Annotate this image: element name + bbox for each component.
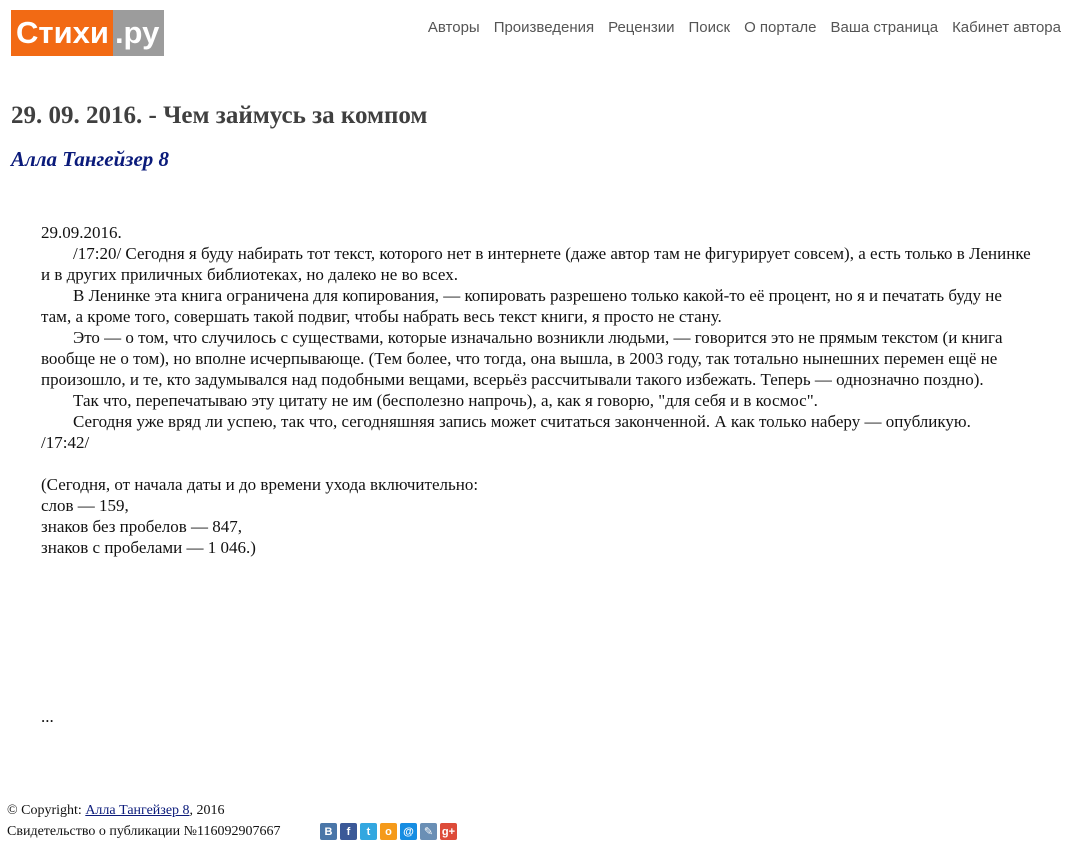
footer bbox=[7, 800, 281, 842]
text-date: 29.09.2016. bbox=[41, 223, 122, 242]
text-ellipsis: ... bbox=[41, 707, 54, 726]
text-paragraph: Так что, перепечатываю эту цитату не им (бесполезно напрочь), а, как я говорю, "для себя и в космос". bbox=[73, 391, 818, 410]
stats-chars-no-spaces: знаков без пробелов — 847, bbox=[41, 517, 243, 536]
poem-text bbox=[41, 222, 1031, 558]
nav-your-page[interactable]: Ваша страница bbox=[830, 19, 939, 36]
nav-reviews[interactable]: Рецензии bbox=[608, 19, 675, 36]
twitter-icon[interactable]: t bbox=[360, 823, 377, 840]
text-paragraph: В Ленинке эта книга ограничена для копирования, — копировать разрешено только какой-то её процент, но я и печатать буду не там, а кроме того, совершать такой подвиг, чтобы набрать весь текст книги, я просто не стану. bbox=[41, 286, 1002, 326]
odnoklassniki-icon[interactable]: o bbox=[380, 823, 397, 840]
stats-intro: (Сегодня, от начала даты и до времени ухода включительно: bbox=[41, 475, 479, 494]
copyright-prefix: © Copyright: bbox=[7, 803, 86, 818]
copyright-author-link[interactable]: Алла Тангейзер 8 bbox=[85, 803, 190, 818]
blank-line bbox=[41, 453, 1031, 474]
logo-part-main: Стихи bbox=[11, 10, 113, 56]
nav-authors[interactable]: Авторы bbox=[427, 19, 480, 36]
mailru-icon[interactable]: @ bbox=[400, 823, 417, 840]
top-navigation bbox=[428, 19, 1061, 36]
publication-certificate: Свидетельство о публикации №116092907667 bbox=[7, 824, 281, 839]
vkontakte-icon[interactable]: B bbox=[320, 823, 337, 840]
logo-part-domain: .ру bbox=[113, 10, 164, 56]
nav-works[interactable]: Произведения bbox=[493, 19, 595, 36]
share-buttons bbox=[320, 823, 457, 840]
nav-about[interactable]: О портале bbox=[744, 19, 817, 36]
site-logo[interactable] bbox=[11, 10, 164, 56]
text-paragraph: /17:20/ Сегодня я буду набирать тот текст, которого нет в интернете (даже автор там не фигурирует совсем), а есть только в Ленинке и в других приличных библиотеках, но далеко не во всех. bbox=[41, 244, 1031, 284]
author-link[interactable]: Алла Тангейзер 8 bbox=[11, 147, 170, 171]
nav-author-cabinet[interactable]: Кабинет автора bbox=[952, 19, 1061, 36]
stats-words: слов — 159, bbox=[41, 496, 129, 515]
text-end-time: /17:42/ bbox=[41, 433, 90, 452]
stats-chars-with-spaces: знаков с пробелами — 1 046.) bbox=[41, 538, 256, 557]
googleplus-icon[interactable]: g+ bbox=[440, 823, 457, 840]
text-paragraph: Сегодня уже вряд ли успею, так что, сегодняшняя запись может считаться законченной. А как только наберу — опубликую. bbox=[73, 412, 971, 431]
livejournal-icon[interactable]: ✎ bbox=[420, 823, 437, 840]
copyright-year: , 2016 bbox=[189, 803, 225, 818]
facebook-icon[interactable]: f bbox=[340, 823, 357, 840]
copyright-line bbox=[7, 800, 281, 821]
page-title: 29. 09. 2016. - Чем займусь за компом bbox=[11, 102, 428, 129]
text-paragraph: Это — о том, что случилось с существами, которые изначально возникли людьми, — говорится это не прямым текстом (и книга вообще не о том), но вполне исчерпывающе. (Тем более, что тогда, она вышла, в 2003 году, так тотально нынешних перемен ещё не произошло, и те, кто задумывался над подобными вещами, всерьёз рассчитывали такого избежать. Теперь — однозначно поздно). bbox=[41, 328, 1003, 389]
nav-search[interactable]: Поиск bbox=[688, 19, 731, 36]
